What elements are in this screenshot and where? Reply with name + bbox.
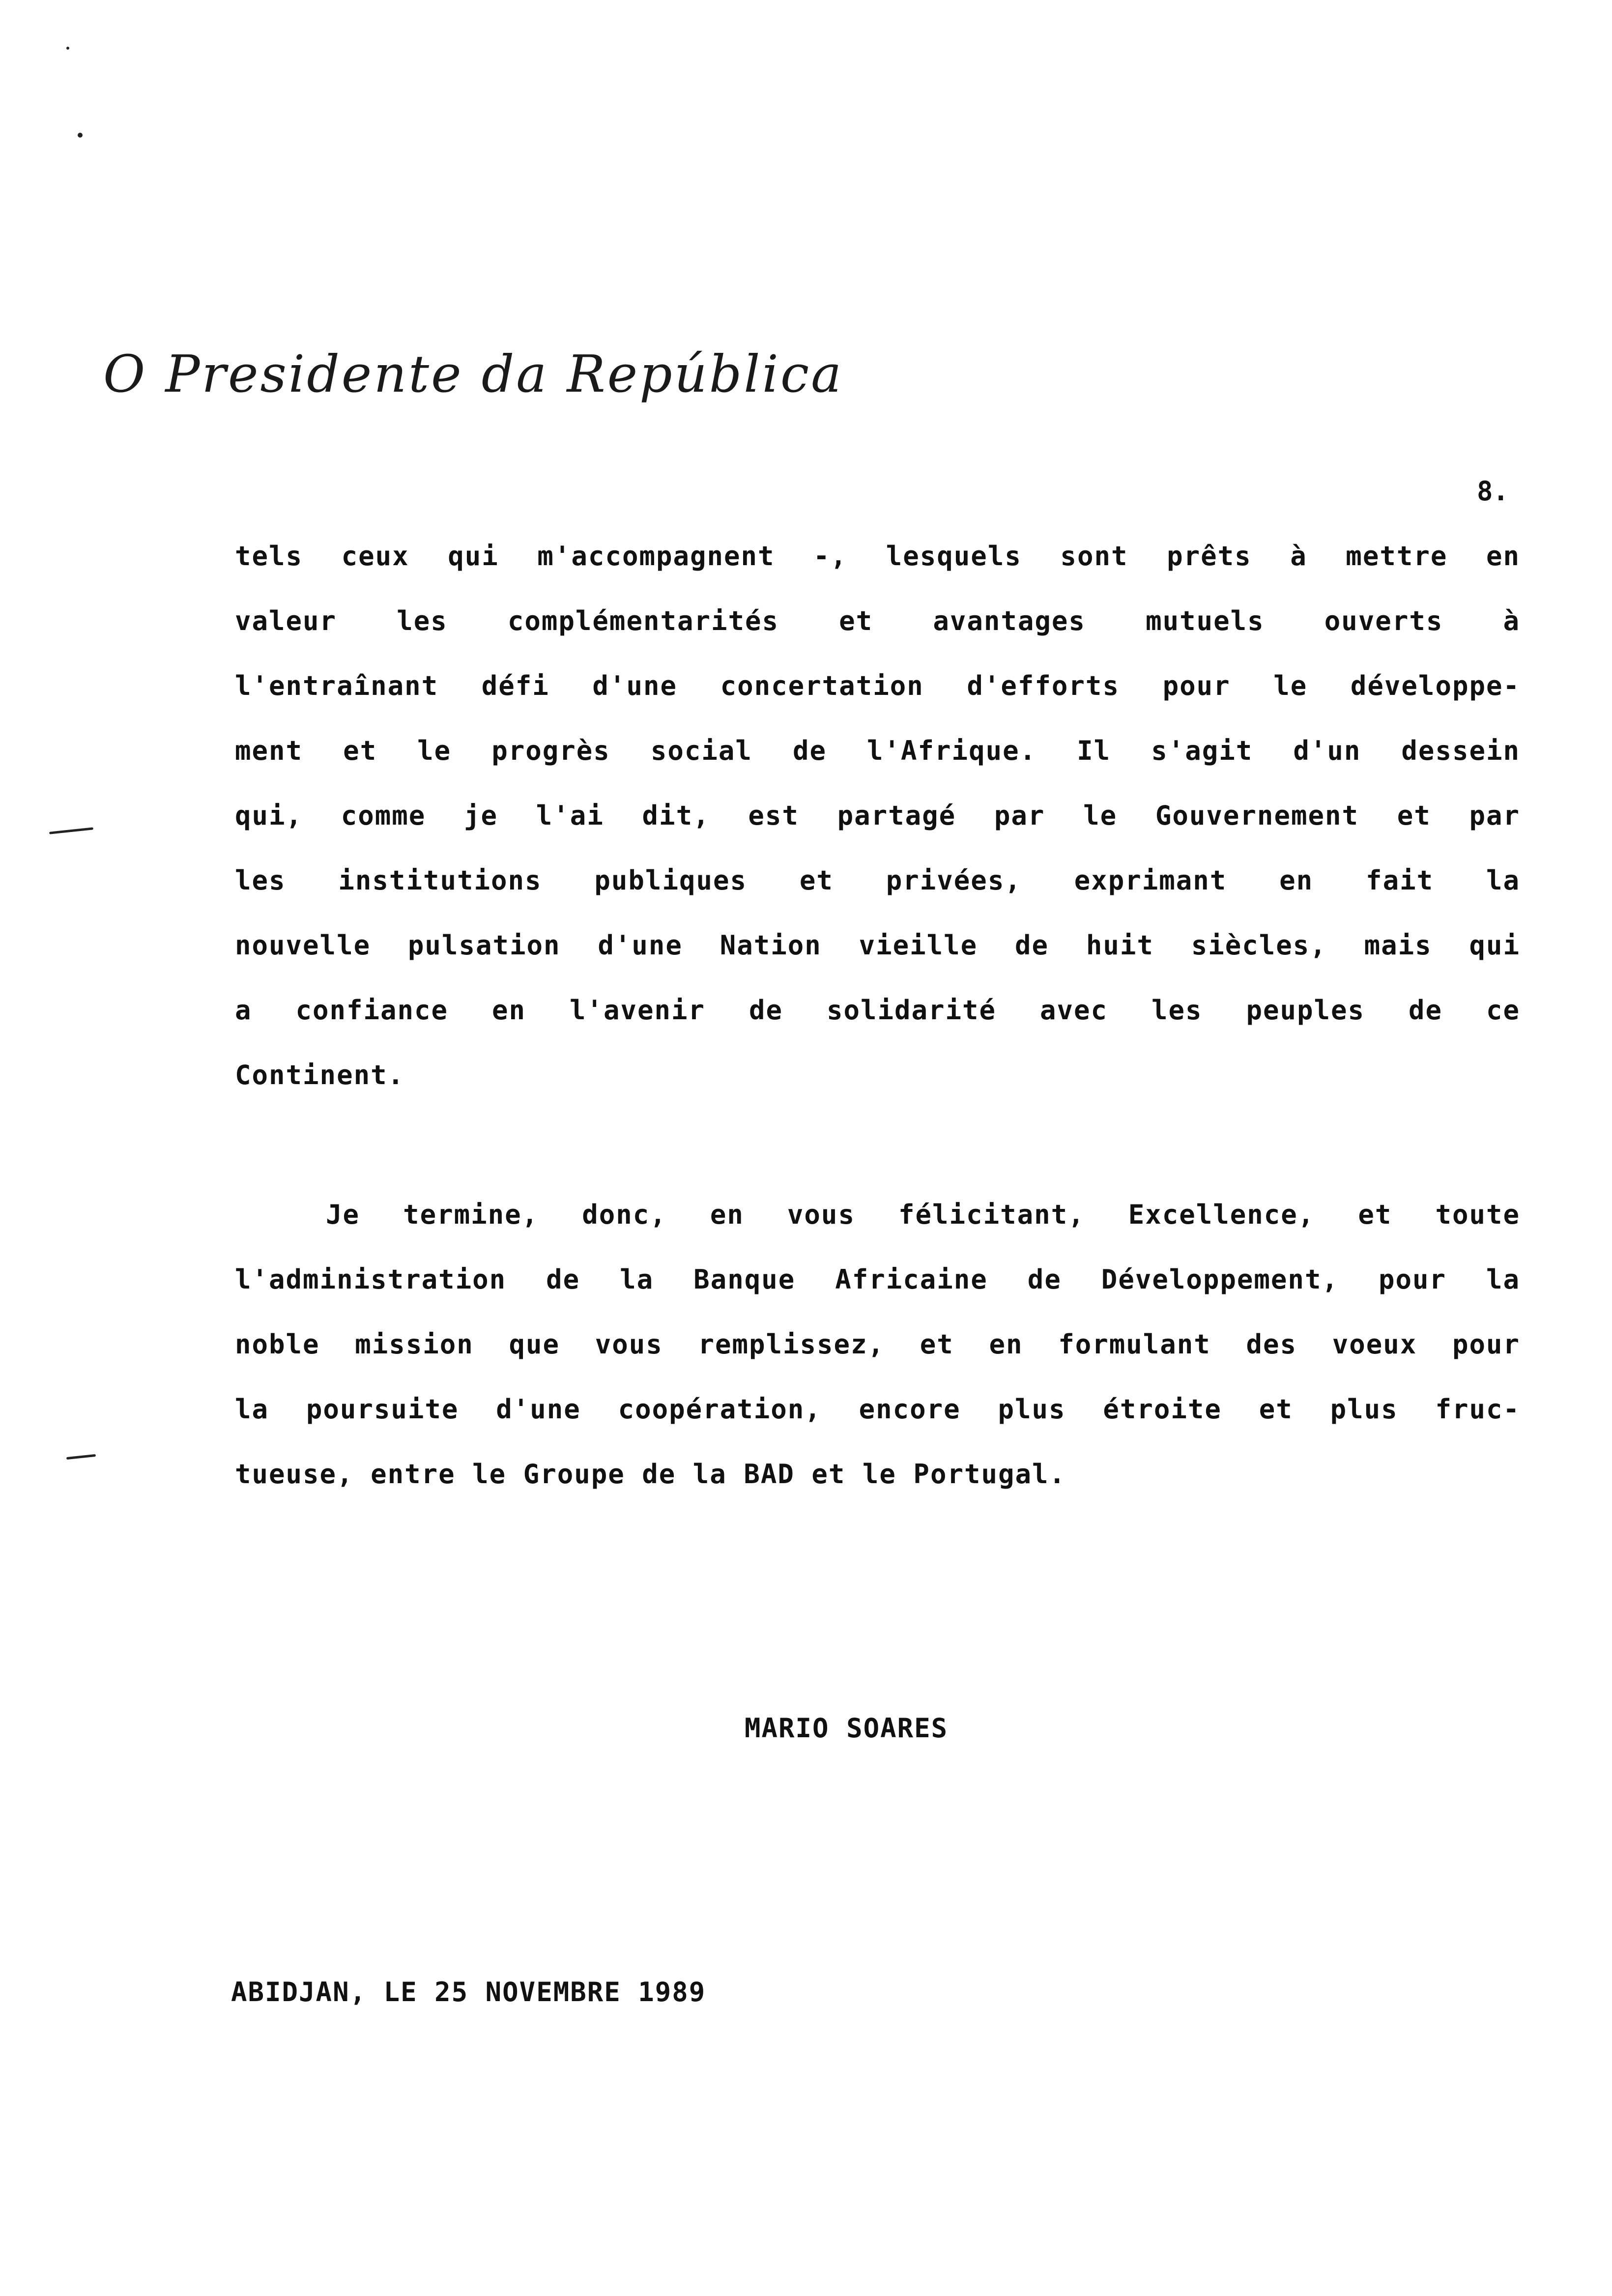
text-line: Je termine, donc, en vous félicitant, Excellence, et toute xyxy=(326,1199,1520,1230)
text-line: la poursuite d'une coopération, encore plus étroite et plus fruc- xyxy=(235,1394,1520,1425)
punch-hole-mark xyxy=(49,827,93,834)
text-line: a confiance en l'avenir de solidarité avec les peuples de ce xyxy=(235,995,1520,1026)
punch-hole-mark xyxy=(66,1454,96,1460)
signature-name: MARIO SOARES xyxy=(745,1713,949,1744)
text-line: Continent. xyxy=(235,1060,405,1091)
place-date: ABIDJAN, LE 25 NOVEMBRE 1989 xyxy=(231,1977,706,2008)
text-line: qui, comme je l'ai dit, est partagé par le Gouvernement et par xyxy=(235,800,1520,831)
text-line: ment et le progrès social de l'Afrique. Il s'agit d'un dessein xyxy=(235,735,1520,766)
scan-speck xyxy=(66,47,69,50)
text-line: nouvelle pulsation d'une Nation vieille de huit siècles, mais qui xyxy=(235,930,1520,961)
paragraph-2 xyxy=(235,1182,1520,1507)
page-number: 8. xyxy=(1476,476,1509,507)
scan-speck xyxy=(78,133,83,138)
text-line: noble mission que vous remplissez, et en formulant des voeux pour xyxy=(235,1329,1520,1360)
letterhead: O Presidente da República xyxy=(103,344,844,404)
paragraph-1 xyxy=(235,524,1520,1108)
text-line: valeur les complémentarités et avantages mutuels ouverts à xyxy=(235,605,1520,636)
text-line: les institutions publiques et privées, exprimant en fait la xyxy=(235,865,1520,896)
text-line: tueuse, entre le Groupe de la BAD et le Portugal. xyxy=(235,1459,1066,1490)
text-line: l'entraînant défi d'une concertation d'efforts pour le développe- xyxy=(235,670,1520,701)
text-line: l'administration de la Banque Africaine de Développement, pour la xyxy=(235,1264,1520,1295)
text-line: tels ceux qui m'accompagnent -, lesquels sont prêts à mettre en xyxy=(235,541,1520,572)
